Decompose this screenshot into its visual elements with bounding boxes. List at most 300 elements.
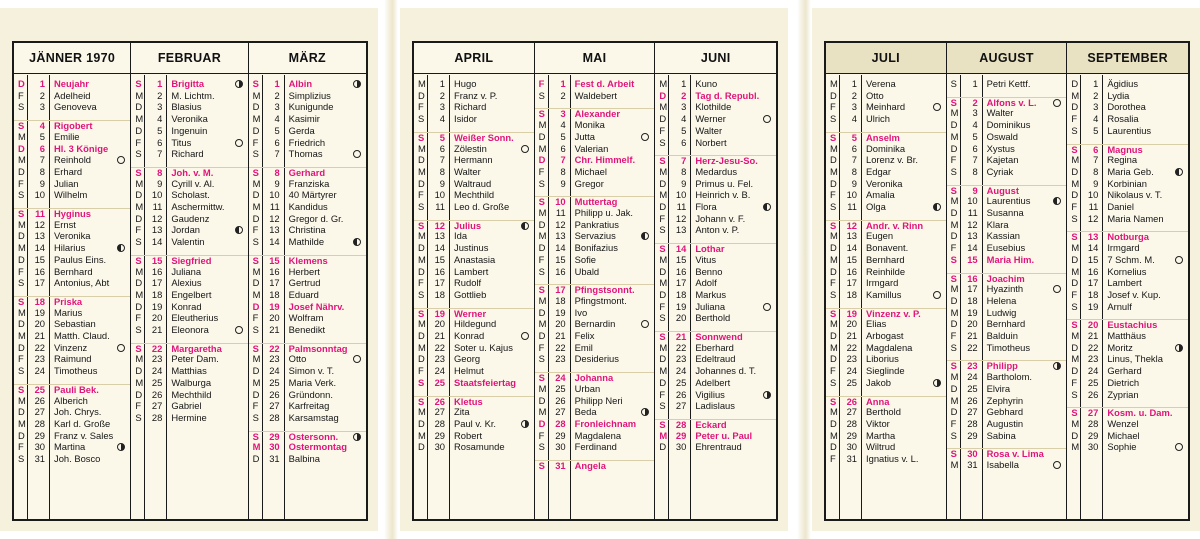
day-number: 2 [439, 89, 445, 101]
saint-name: Eduard [288, 288, 319, 300]
day-number: 11 [35, 208, 45, 219]
moon-phase-icon [521, 145, 529, 153]
day-row [131, 149, 247, 160]
day-number: 4 [439, 113, 445, 125]
day-row [414, 102, 534, 113]
day-number: 5 [851, 131, 857, 143]
day-row [826, 231, 946, 242]
weekday-letter: D [418, 441, 425, 453]
day-number: 2 [972, 96, 978, 108]
moon-phase-icon [117, 344, 125, 352]
day-number: 6 [972, 142, 978, 154]
weekday-letter: F [1071, 113, 1078, 125]
weekday-letter: S [418, 288, 425, 300]
moon-phase-icon [1053, 362, 1061, 370]
day-number: 12 [151, 212, 163, 224]
day-number: 9 [560, 177, 566, 189]
saint-name: Olga [866, 201, 886, 212]
day-row [826, 343, 946, 354]
day-number: 4 [39, 120, 45, 132]
month-days [535, 75, 655, 519]
weekday-letter: D [18, 253, 25, 265]
day-number: 20 [269, 312, 280, 324]
weekday-letter: S [659, 155, 666, 167]
day-number: 13 [555, 230, 566, 242]
day-row [14, 167, 130, 178]
weekday-letter: S [252, 236, 259, 248]
weekday-letter: S [18, 120, 25, 132]
day-row [14, 319, 130, 330]
month-days [826, 75, 946, 519]
day-number: 4 [681, 113, 687, 125]
saint-name: Rudolf [454, 277, 482, 289]
day-row [249, 79, 366, 90]
saint-name: Xystus [986, 142, 1015, 154]
saint-name: Walter [986, 107, 1014, 119]
weekday-letter: S [830, 288, 837, 300]
weekday-letter: S [950, 429, 957, 441]
weekday-letter: F [538, 78, 545, 89]
day-number: 13 [151, 224, 163, 236]
day-number: 24 [434, 365, 445, 377]
weekday-letter: S [659, 224, 666, 236]
day-row [535, 296, 655, 307]
day-number: 13 [675, 224, 687, 236]
weekday-letter: F [252, 224, 259, 236]
saint-name: Emil [574, 341, 593, 353]
saint-name: Bonavent. [866, 242, 909, 254]
weekday-letter: M [135, 201, 144, 212]
saint-name: Cyrill v. Al. [171, 177, 215, 189]
weekday-letter: S [18, 453, 25, 464]
weekday-letter: M [418, 253, 426, 265]
saint-name: Bernhard [866, 253, 905, 265]
saint-name: Richard [171, 148, 204, 160]
day-row [1067, 267, 1188, 278]
day-number: 2 [681, 89, 687, 101]
saint-name: Maria Verk. [288, 376, 337, 388]
weekday-letter: S [418, 395, 425, 407]
day-row [1067, 179, 1188, 190]
weekday-letter: D [950, 318, 958, 330]
day-row [14, 278, 130, 289]
weekday-letter: S [950, 184, 957, 196]
saint-name: Lorenz v. Br. [866, 154, 918, 166]
day-number: 17 [434, 277, 445, 289]
day-number: 22 [269, 342, 280, 354]
weekday-letter: D [18, 341, 25, 353]
weekday-letter: D [418, 242, 425, 254]
weekday-letter: D [659, 113, 667, 125]
day-row [414, 319, 534, 330]
day-row [249, 114, 366, 125]
day-number: 8 [560, 165, 566, 177]
weekday-letter: M [18, 306, 26, 318]
calendar-panel [0, 8, 378, 531]
day-row [1067, 354, 1188, 365]
day-row [131, 214, 247, 225]
moon-phase-icon [1053, 461, 1061, 469]
day-number: 5 [1093, 124, 1099, 136]
weekday-letter: S [1071, 143, 1078, 155]
day-row [249, 190, 366, 201]
saint-name: Christina [288, 224, 326, 236]
weekday-letter: D [950, 119, 958, 131]
day-number: 15 [151, 254, 163, 266]
day-row [414, 278, 534, 289]
weekday-letter: F [18, 265, 24, 277]
day-number: 23 [151, 353, 163, 365]
weekday-letter: M [252, 376, 261, 388]
day-number: 2 [560, 89, 566, 101]
saint-name: Eusebius [986, 242, 1026, 254]
weekday-letter: F [252, 400, 259, 412]
moon-phase-icon [353, 433, 361, 441]
weekday-letter: F [135, 400, 142, 412]
day-row [947, 208, 1067, 219]
saint-name: Adelbert [695, 376, 731, 388]
day-number: 4 [1093, 113, 1099, 125]
saint-name: Karfreitag [288, 400, 330, 412]
moon-phase-icon [763, 203, 771, 211]
weekday-letter: S [659, 243, 666, 255]
saint-name: Franz v. P. [454, 89, 498, 101]
day-row [249, 290, 366, 301]
day-row [1067, 190, 1188, 201]
saint-name: Chr. Himmelf. [574, 154, 636, 166]
saint-name: Julius [454, 219, 482, 231]
day-number: 11 [269, 201, 280, 212]
saint-name: Titus [171, 136, 192, 148]
day-number: 22 [675, 341, 687, 353]
day-row [131, 378, 247, 389]
day-row [14, 79, 130, 90]
day-row [414, 331, 534, 342]
weekday-letter: D [830, 330, 837, 341]
weekday-letter: M [252, 265, 261, 277]
weekday-letter: D [659, 89, 667, 101]
weekday-letter: S [538, 284, 545, 296]
weekday-letter: D [659, 353, 667, 365]
day-row [1067, 243, 1188, 254]
saint-name: Beda [574, 406, 597, 418]
day-number: 20 [675, 312, 687, 324]
day-number: 24 [846, 365, 857, 377]
day-number: 16 [434, 265, 445, 277]
day-row [131, 237, 247, 248]
day-number: 15 [555, 253, 566, 265]
day-number: 15 [846, 253, 857, 265]
weekday-letter: S [135, 254, 142, 266]
weekday-letter: D [418, 89, 425, 101]
saint-name: Eleonora [171, 324, 209, 335]
saint-name: Sabina [986, 429, 1016, 441]
moon-phase-icon [933, 103, 941, 111]
saint-name: Desiderius [574, 353, 619, 365]
saint-name: Wolfram [288, 312, 324, 324]
weekday-letter: M [659, 165, 668, 177]
day-number: 27 [269, 400, 280, 412]
day-number: 22 [1087, 341, 1099, 353]
weekday-letter: M [1071, 353, 1080, 365]
day-number: 19 [269, 300, 280, 312]
day-row [535, 442, 655, 453]
day-row [655, 431, 776, 442]
saint-name: Richard [454, 101, 487, 113]
weekday-letter: M [830, 230, 838, 242]
weekday-letter: S [418, 131, 425, 143]
day-row [535, 79, 655, 90]
weekday-letter: D [1071, 277, 1079, 289]
month-title: JUNI [655, 43, 776, 74]
weekday-letter: S [18, 365, 25, 377]
day-row [826, 132, 946, 144]
day-number: 6 [560, 142, 566, 154]
moon-phase-icon [933, 203, 941, 211]
saint-name: Berthold [695, 312, 731, 324]
day-row [14, 267, 130, 278]
saint-name: Markus [695, 288, 727, 300]
day-number: 20 [967, 318, 978, 330]
weekday-letter: D [18, 406, 25, 418]
day-row [1067, 442, 1188, 453]
saint-name: Gregor [574, 177, 604, 189]
weekday-letter: D [135, 124, 143, 136]
day-number: 28 [269, 411, 280, 423]
saint-name: Bernhard [54, 265, 93, 277]
day-row [1067, 91, 1188, 102]
day-row [131, 401, 247, 412]
day-row [249, 302, 366, 313]
day-number: 3 [274, 101, 280, 113]
saint-name: Genoveva [54, 101, 97, 113]
day-number: 26 [967, 394, 978, 406]
day-number: 23 [269, 353, 280, 365]
day-row [947, 331, 1067, 342]
saint-name: Margaretha [171, 342, 222, 354]
day-number: 29 [555, 429, 566, 441]
saint-name: Johann v. F. [695, 212, 746, 224]
saint-name: Sebastian [54, 318, 96, 330]
saint-name: August [986, 184, 1019, 196]
saint-name: Magdalena [866, 341, 913, 353]
month-title: APRIL [414, 43, 534, 74]
weekday-letter: S [135, 78, 142, 89]
weekday-letter: F [18, 89, 24, 101]
day-row [249, 138, 366, 149]
day-number: 7 [274, 148, 280, 160]
saint-name: Albin [288, 78, 313, 89]
day-number: 17 [269, 277, 280, 289]
saint-name: Antonius, Abt [54, 277, 110, 289]
day-number: 12 [434, 219, 445, 231]
day-row [535, 267, 655, 278]
weekday-letter: F [252, 312, 259, 324]
day-row [535, 319, 655, 330]
day-row [131, 114, 247, 125]
weekday-letter: S [1071, 300, 1078, 312]
day-row [131, 255, 247, 267]
day-row [249, 278, 366, 289]
day-number: 25 [1087, 376, 1099, 388]
weekday-letter: F [950, 154, 957, 166]
saint-name: Monika [574, 119, 605, 131]
saint-name: Dominika [866, 142, 906, 154]
saint-name: Blasius [171, 101, 202, 113]
day-number: 29 [434, 429, 445, 441]
weekday-letter: M [950, 218, 959, 230]
day-number: 20 [846, 318, 857, 330]
day-row [826, 290, 946, 301]
day-number: 24 [675, 365, 687, 377]
weekday-letter: D [18, 318, 25, 330]
saint-name: Philipp [986, 360, 1018, 372]
weekday-letter: D [538, 417, 546, 429]
day-number: 19 [1087, 300, 1099, 312]
saint-name: Hilarius [54, 242, 86, 254]
day-row [131, 390, 247, 401]
day-number: 18 [846, 288, 857, 300]
day-number: 7 [157, 148, 163, 160]
weekday-letter: S [252, 411, 259, 423]
weekday-letter: M [830, 406, 838, 418]
month-title: MÄRZ [249, 43, 366, 74]
weekday-letter: D [418, 353, 425, 365]
weekday-letter: S [1071, 212, 1078, 224]
day-number: 11 [435, 201, 445, 212]
day-row [655, 331, 776, 343]
day-row [535, 91, 655, 102]
saint-name: Gertrud [288, 277, 321, 289]
weekday-letter: F [830, 189, 836, 201]
day-number: 6 [274, 136, 280, 148]
weekday-letter: F [659, 300, 666, 312]
day-number: 8 [1093, 165, 1099, 177]
weekday-letter: S [538, 441, 545, 453]
day-number: 27 [846, 406, 857, 418]
weekday-letter: D [1071, 253, 1079, 265]
day-number: 18 [967, 294, 978, 306]
day-row [947, 308, 1067, 319]
day-row [655, 313, 776, 324]
saint-name: Engelbert [171, 288, 212, 300]
day-number: 22 [846, 341, 857, 353]
day-number: 21 [34, 330, 45, 341]
day-row [826, 144, 946, 155]
month-title: JÄNNER 1970 [14, 43, 130, 74]
weekday-letter: M [659, 189, 668, 201]
day-row [131, 366, 247, 377]
saint-name: Valerian [574, 142, 609, 154]
day-row [131, 278, 247, 289]
weekday-letter: F [135, 136, 142, 148]
day-row [655, 390, 776, 401]
day-row [655, 79, 776, 90]
saint-name: Ivo [574, 306, 588, 318]
saint-name: Ulrich [866, 113, 890, 125]
day-number: 15 [967, 253, 978, 265]
day-number: 14 [967, 242, 978, 254]
day-row [655, 442, 776, 453]
saint-name: Eustachius [1107, 319, 1158, 331]
day-row [535, 372, 655, 384]
day-number: 21 [675, 331, 687, 342]
day-number: 5 [39, 130, 45, 142]
day-row [826, 431, 946, 442]
day-row [249, 237, 366, 248]
weekday-letter: M [252, 441, 261, 453]
day-number: 1 [439, 78, 445, 89]
weekday-letter: D [252, 101, 260, 113]
weekday-letter: F [538, 341, 545, 353]
weekday-letter: S [135, 148, 142, 160]
day-number: 4 [157, 113, 163, 125]
weekday-letter: M [418, 230, 426, 242]
day-row [414, 290, 534, 301]
day-row [947, 407, 1067, 418]
weekday-letter: S [252, 342, 259, 354]
day-row [414, 220, 534, 232]
saint-name: Martha [866, 429, 896, 441]
moon-phase-icon [117, 156, 125, 164]
weekday-letter: D [135, 212, 143, 224]
saint-name: Timotheus [986, 341, 1031, 353]
weekday-letter: F [830, 277, 836, 289]
weekday-letter: S [538, 89, 545, 101]
saint-name: Erhard [54, 165, 83, 177]
day-row [249, 149, 366, 160]
day-number: 19 [34, 306, 45, 318]
saint-name: Isabella [986, 459, 1019, 470]
day-number: 2 [157, 89, 163, 101]
saint-name: Edgar [866, 165, 892, 177]
weekday-letter: M [659, 341, 668, 353]
day-row [131, 267, 247, 278]
day-number: 12 [1087, 212, 1099, 224]
weekday-letter: D [252, 453, 260, 464]
saint-name: Emilie [54, 130, 80, 142]
saint-name: Wiltrud [866, 441, 896, 453]
saint-name: Walter [454, 165, 481, 177]
day-number: 28 [675, 418, 687, 430]
month-column [947, 43, 1068, 519]
weekday-letter: M [950, 195, 959, 207]
day-number: 25 [846, 376, 857, 388]
day-row [535, 231, 655, 242]
day-row [14, 366, 130, 377]
day-row [414, 114, 534, 125]
day-row [655, 102, 776, 113]
weekday-letter: D [830, 177, 837, 189]
weekday-letter: F [1071, 201, 1078, 212]
day-number: 30 [269, 441, 280, 453]
weekday-letter: M [830, 253, 838, 265]
day-number: 17 [34, 277, 45, 289]
weekday-letter: D [830, 417, 837, 429]
saint-name: Bernardin [574, 318, 616, 330]
saint-name: Ladislaus [695, 400, 735, 412]
weekday-letter: S [418, 201, 425, 212]
day-row [1067, 390, 1188, 401]
day-number: 28 [1087, 417, 1099, 429]
saint-name: Mathilde [288, 236, 325, 248]
day-row [655, 302, 776, 313]
weekday-letter: M [1071, 441, 1080, 453]
saint-name: Juliana [171, 265, 202, 277]
day-row [826, 331, 946, 342]
weekday-letter: S [135, 236, 142, 248]
saint-name: Franz v. Sales [54, 429, 114, 441]
